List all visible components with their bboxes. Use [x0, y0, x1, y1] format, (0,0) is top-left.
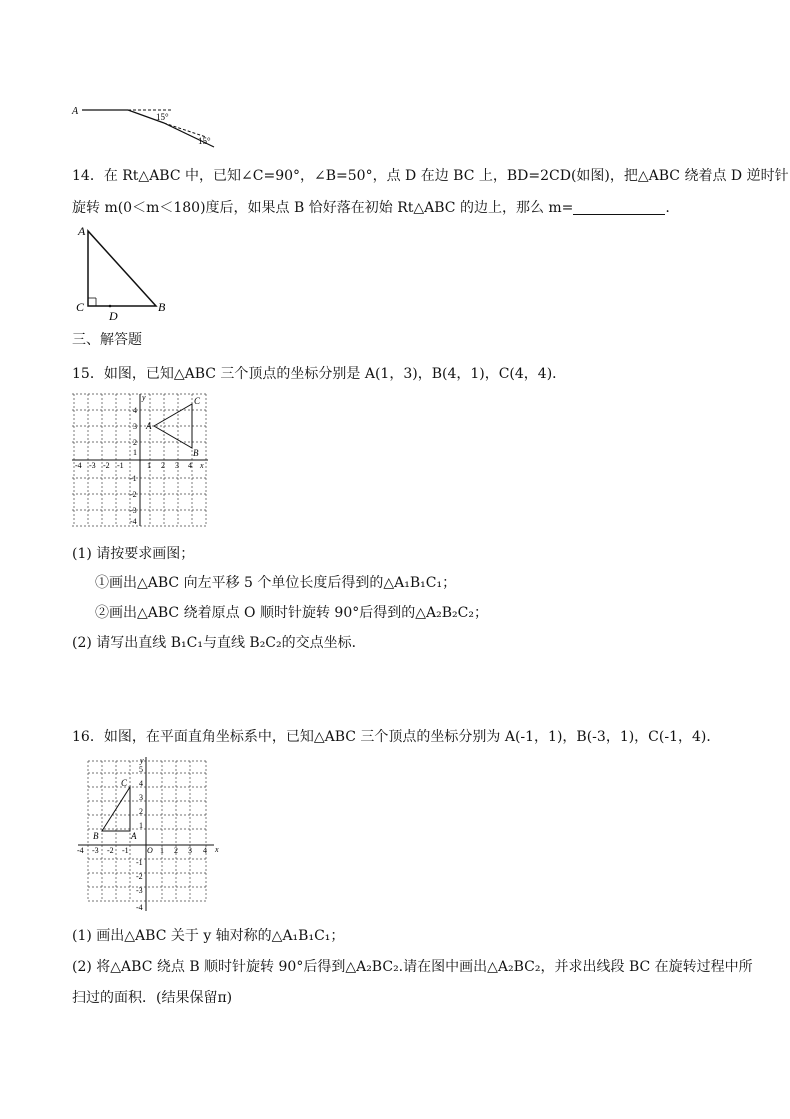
q16-y-tick: 1 [139, 821, 143, 830]
q15-x-tick: -2 [103, 461, 110, 470]
q14-vertex-a: A [78, 224, 86, 238]
q15-x-tick: 2 [161, 461, 165, 470]
q15-point-c: C [194, 396, 201, 406]
q16-y-tick: 4 [139, 779, 143, 788]
q16-y-tick: -3 [136, 886, 143, 895]
q14-line1: 14．在 Rt△ABC 中，已知∠C=90°，∠B=50°，点 D 在边 BC 上，BD=2CD(如图)，把△ABC 绕着点 D 逆时针 [72, 168, 789, 184]
q15-part1a: ①画出△ABC 向左平移 5 个单位长度后得到的△A₁B₁C₁； [95, 575, 457, 591]
q14-vertex-c: C [76, 300, 85, 314]
q16-x-tick: 3 [188, 846, 192, 855]
q14-figure [72, 223, 182, 323]
q16-y-tick: 5 [139, 765, 143, 774]
q16-x-axis-label: x [215, 845, 219, 854]
q16-y-tick: -4 [136, 903, 143, 912]
q16-part2-line1: (2) 将△ABC 绕点 B 顺时针旋转 90°后得到△A₂BC₂.请在图中画出△A₂BC₂，并求出线段 BC 在旋转过程中所 [72, 959, 753, 975]
q16-y-axis-label: y [140, 756, 144, 765]
q15-y-axis-label: y [142, 393, 146, 402]
q14-point-d: D [109, 309, 118, 323]
q14-line2 [72, 199, 670, 217]
q13-figure [70, 100, 230, 152]
q16-grid-figure [72, 755, 224, 915]
q16-x-tick: -2 [107, 846, 114, 855]
q15-x-tick: 4 [188, 461, 192, 470]
q15-x-tick: -4 [75, 461, 82, 470]
q13-angle2: 15° [198, 136, 211, 146]
q15-y-tick: -2 [130, 490, 137, 499]
q16-point-b: B [93, 831, 99, 841]
q15-x-tick: -3 [89, 461, 96, 470]
section-heading: 三、解答题 [72, 332, 142, 348]
q16-x-tick: 2 [174, 846, 178, 855]
q15-x-axis-label: x [200, 461, 204, 470]
q16-part1: (1) 画出△ABC 关于 y 轴对称的△A₁B₁C₁； [72, 928, 345, 944]
q15-stem: 15．如图，已知△ABC 三个顶点的坐标分别是 A(1，3)，B(4，1)，C(4，4)． [72, 366, 567, 382]
q16-point-c: C [121, 778, 128, 788]
q16-point-a: A [131, 831, 137, 841]
q16-y-tick: 2 [139, 807, 143, 816]
q15-grid-figure [72, 392, 210, 528]
q16-origin-label: O [147, 846, 153, 855]
q14-answer-blank[interactable] [573, 200, 665, 215]
q15-y-tick: 4 [133, 406, 137, 415]
q15-y-tick: 1 [133, 448, 137, 457]
q16-x-tick: -4 [77, 846, 84, 855]
q15-y-tick: 2 [133, 438, 137, 447]
q13-label-a: A [72, 106, 79, 117]
q15-part1b: ②画出△ABC 绕着原点 O 顺时针旋转 90°后得到的△A₂B₂C₂； [95, 605, 488, 621]
q15-point-a: A [146, 421, 152, 431]
q14-line2-text: 旋转 m(0＜m＜180)度后，如果点 B 恰好落在初始 Rt△ABC 的边上，那么 m= [72, 200, 574, 216]
q16-x-tick: 4 [203, 846, 207, 855]
q16-x-tick: -1 [122, 846, 129, 855]
q15-point-b: B [193, 448, 199, 458]
q16-y-tick: -1 [136, 858, 143, 867]
q14-line2-end: . [665, 200, 670, 216]
q16-x-tick: -3 [92, 846, 99, 855]
q16-stem: 16．如图，在平面直角坐标系中，已知△ABC 三个顶点的坐标分别为 A(-1，1)，B(-3，1)，C(-1，4)． [72, 729, 721, 745]
q15-part1: (1) 请按要求画图； [72, 546, 195, 562]
q16-part2-line2: 扫过的面积．(结果保留π) [72, 990, 233, 1006]
q15-part2: (2) 请写出直线 B₁C₁与直线 B₂C₂的交点坐标． [72, 635, 366, 651]
q15-y-tick: 3 [133, 422, 137, 431]
q15-x-tick: 3 [175, 461, 179, 470]
q15-y-tick: -3 [130, 506, 137, 515]
q15-y-tick: -1 [130, 474, 137, 483]
q15-x-tick: -1 [117, 461, 124, 470]
q13-angle1: 15° [156, 112, 169, 122]
q15-y-tick: -4 [130, 517, 137, 526]
q16-y-tick: -2 [136, 872, 143, 881]
q16-y-tick: 3 [139, 793, 143, 802]
q16-x-tick: 1 [160, 846, 164, 855]
q15-x-tick: 1 [147, 461, 151, 470]
q14-vertex-b: B [158, 300, 166, 314]
